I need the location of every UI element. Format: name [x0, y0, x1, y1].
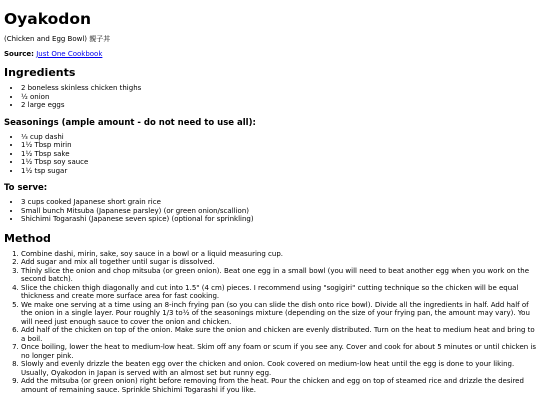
list-item: • Shichimi Togarashi (Japanese seven spice) (optional for sprinkling) [21, 215, 540, 224]
list-item: • Small bunch Mitsuba (Japanese parsley) (or green onion/scallion) [21, 207, 540, 216]
list-item: • 1½ Tbsp mirin [21, 141, 540, 150]
method-step: 2. Add sugar and mix all together until sugar is dissolved. [21, 258, 540, 267]
method-list [4, 250, 540, 395]
list-item: • 3 cups cooked Japanese short grain rice [21, 198, 540, 207]
seasonings-heading: Seasonings (ample amount - do not need to use all): [4, 117, 256, 128]
list-item: • ⅓ cup dashi [21, 133, 540, 142]
subtitle: (Chicken and Egg Bowl) 親子丼 [4, 35, 111, 43]
seasonings-list [4, 133, 540, 176]
source-line [4, 50, 540, 59]
list-item: • 2 large eggs [21, 101, 540, 110]
method-step: 4. Slice the chicken thigh diagonally and cut into 1.5" (4 cm) pieces. I recommend using "sogigiri" cutting technique so the chicken will be equal thickness and create more surface area for fast cooking. [21, 284, 540, 301]
method-step: 6. Add half of the chicken on top of the onion. Make sure the onion and chicken are evenly distributed. Turn on the heat to medium heat and bring to a boil. [21, 326, 540, 343]
source-label: Source: [4, 49, 34, 58]
list-item: • 1½ tsp sugar [21, 167, 540, 176]
source-link[interactable]: Just One Cookbook [36, 49, 103, 58]
serve-heading: To serve: [4, 183, 48, 193]
method-step: 8. Slowly and evenly drizzle the beaten egg over the chicken and onion. Cook covered on medium-low heat until the egg is done to your liking. Usually, Oyakodon in Japan is served with an almost set but runny egg. [21, 360, 540, 377]
list-item: • ½ onion [21, 93, 540, 102]
method-step: 5. We make one serving at a time using an 8-inch frying pan (so you can slide the dish onto rice bowl). Divide all the ingredients in half. Add half of the onion in a single layer. Pour roughly 1/3 to½ of the seasonings mixture (depending on the size of your frying pan, the amount may vary). You will need just enough sauce to cover the onion and chicken. [21, 301, 540, 327]
serve-list [4, 198, 540, 224]
list-item: • 1½ Tbsp sake [21, 150, 540, 159]
method-step: 9. Add the mitsuba (or green onion) right before removing from the heat. Pour the chicken and egg on top of steamed rice and drizzle the desired amount of remaining sauce. Sprinkle Shichimi Togarashi if you like. [21, 377, 540, 394]
list-item: • 2 boneless skinless chicken thighs [21, 84, 540, 93]
ingredients-list [4, 84, 540, 110]
method-step: 3. Thinly slice the onion and chop mitsuba (or green onion). Beat one egg in a small bowl (you will need to beat another egg when you work on the second batch). [21, 267, 540, 284]
page-title: Oyakodon [4, 10, 92, 28]
method-step: 1. Combine dashi, mirin, sake, soy sauce in a bowl or a liquid measuring cup. [21, 250, 540, 259]
method-step: 7. Once boiling, lower the heat to medium-low heat. Skim off any foam or scum if you see any. Cover and cook for about 5 minutes or until chicken is no longer pink. [21, 343, 540, 360]
list-item: • 1½ Tbsp soy sauce [21, 158, 540, 167]
method-heading: Method [4, 231, 51, 245]
ingredients-heading: Ingredients [4, 66, 76, 79]
